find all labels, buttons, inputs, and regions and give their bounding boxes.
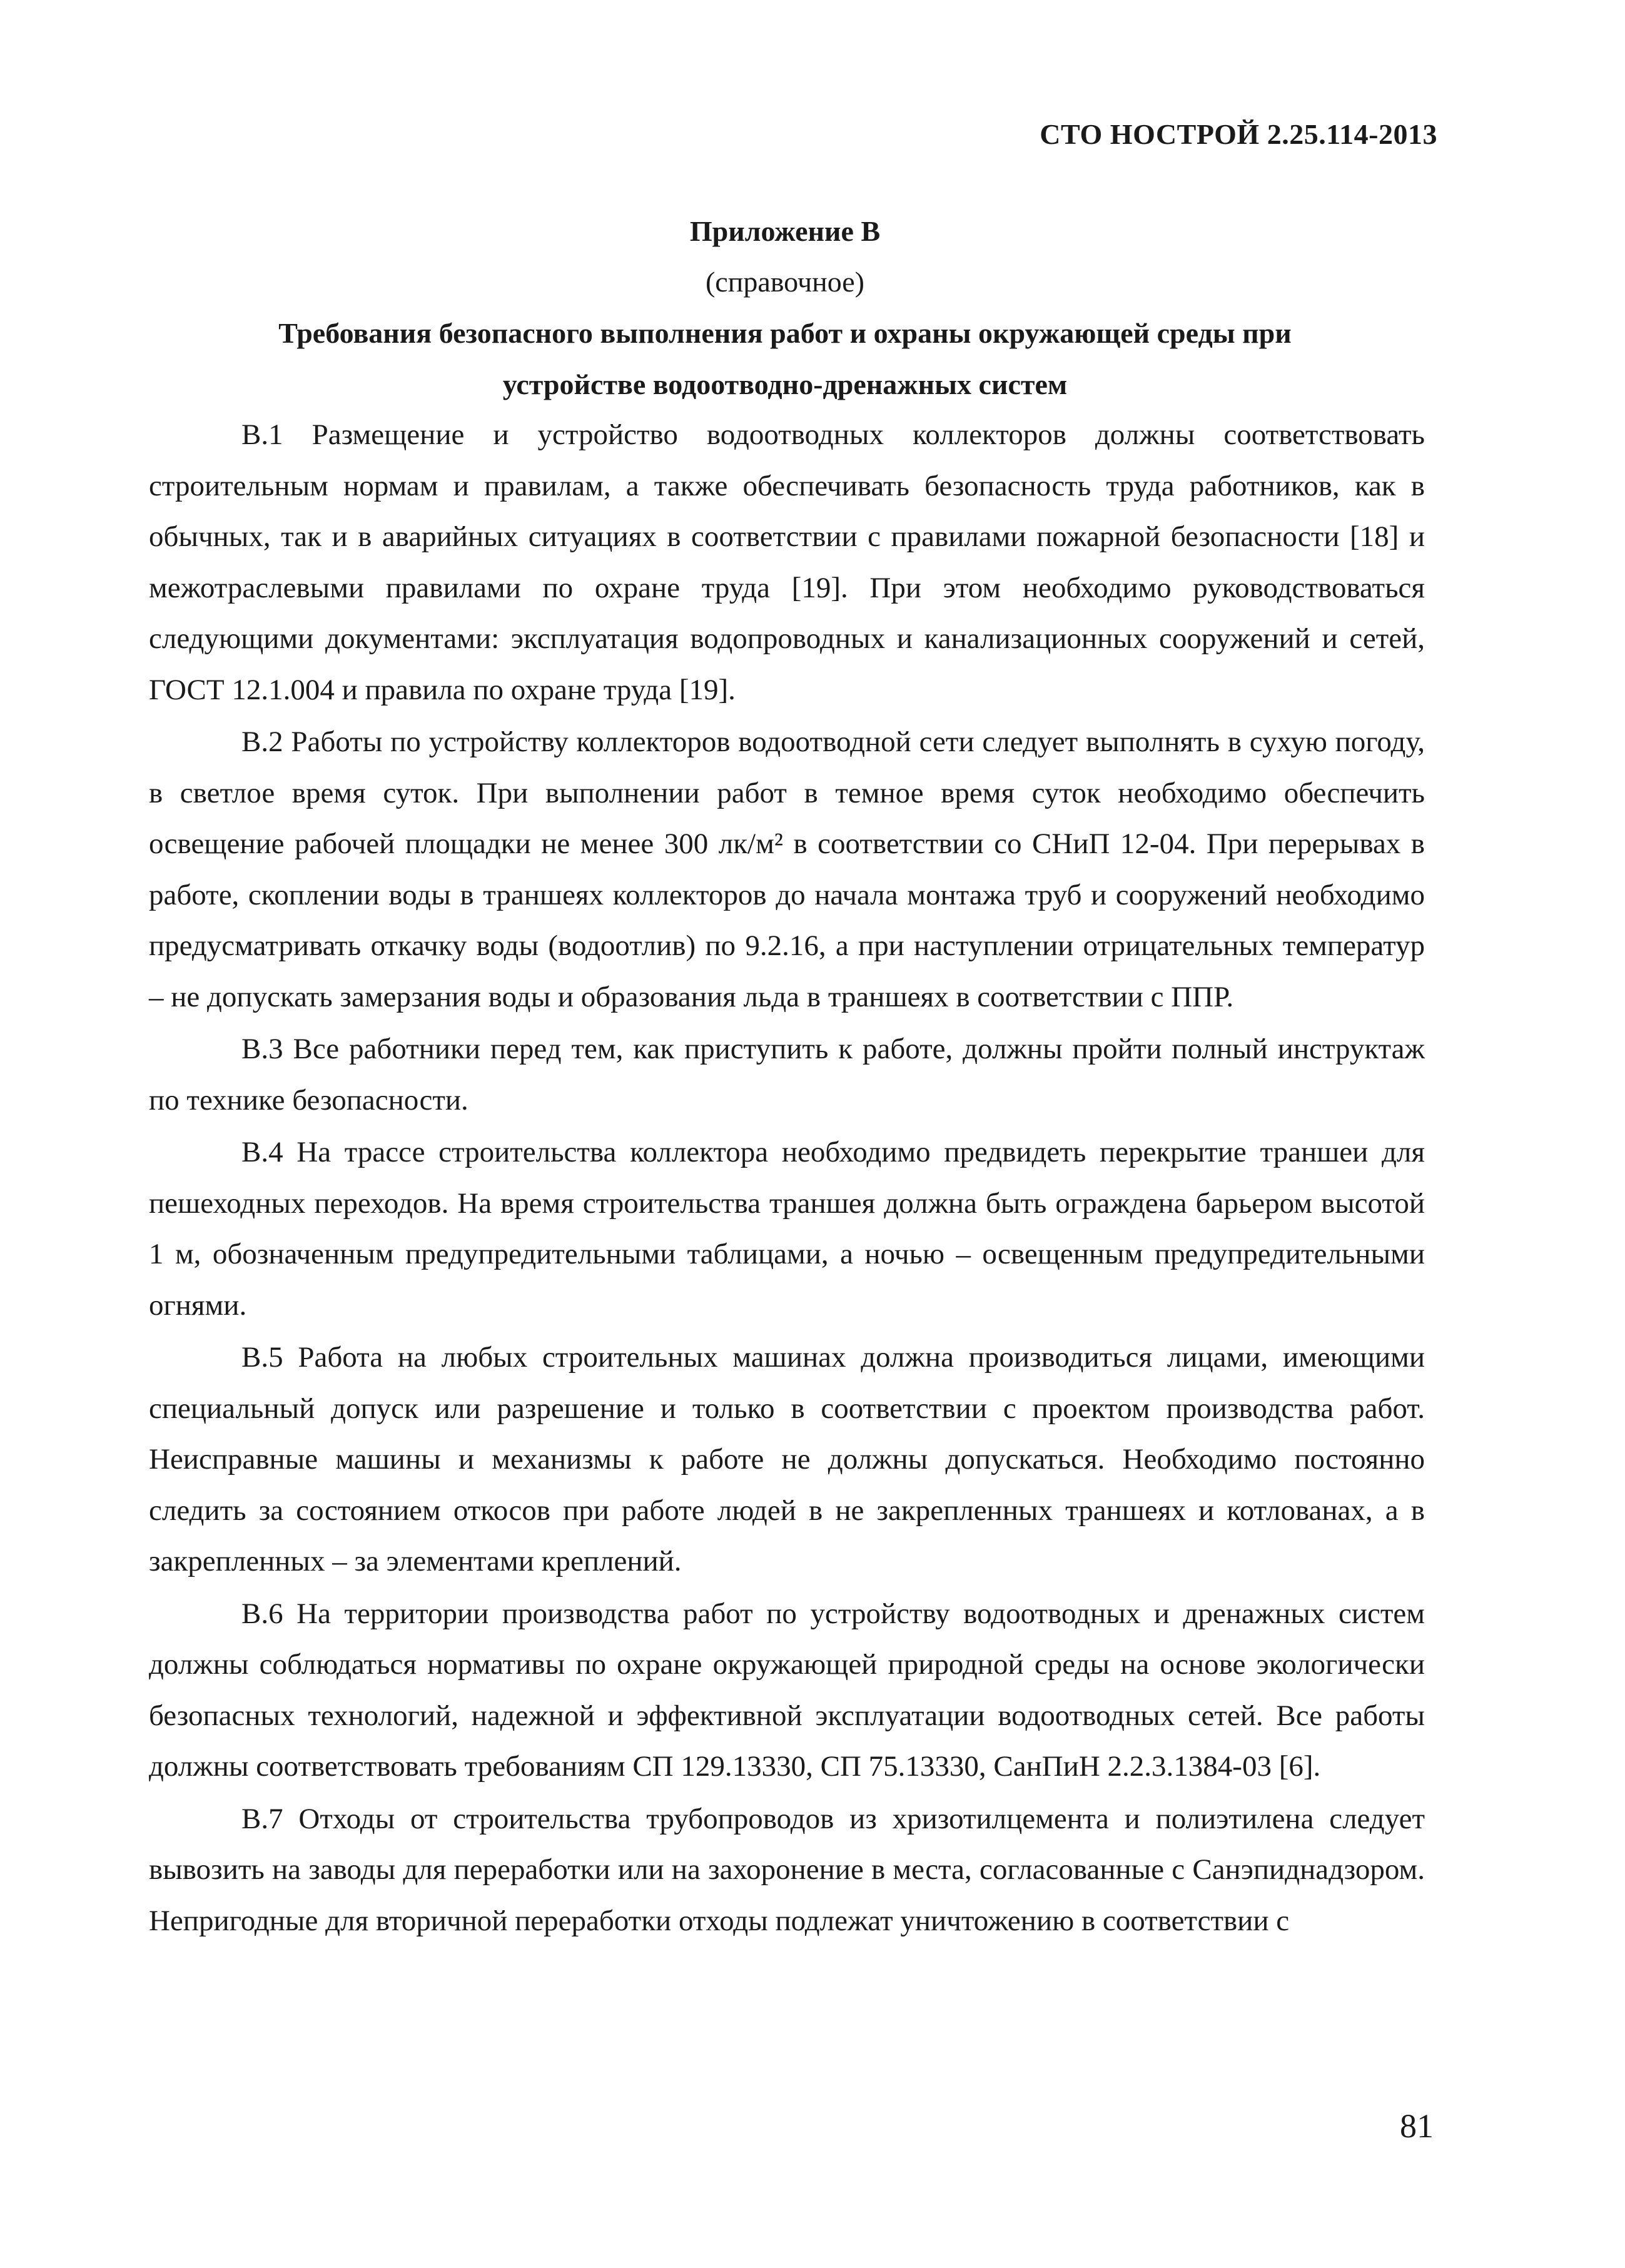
page-number: 81 bbox=[1400, 2107, 1434, 2145]
paragraph-b7: В.7 Отходы от строительства трубопроводов из хризотилцемента и полиэтилена следует вывозить на заводы для переработки или на захоронение в места, согласованные с Санэпиднадзором. Непригодные для вторичной переработки отходы подлежат уничтожению в соответствии с bbox=[149, 1802, 1425, 1937]
appendix-title: Приложение В bbox=[689, 215, 881, 247]
appendix-heading bbox=[144, 206, 1426, 410]
appendix-body bbox=[149, 410, 1425, 1948]
standard-code-header: СТО НОСТРОЙ 2.25.114-2013 bbox=[1040, 118, 1437, 150]
paragraph-b1: В.1 Размещение и устройство водоотводных коллекторов должны соответствовать строительным нормам и правилам, а также обеспечивать безопасность труда работников, как в обычных, так и в аварийных ситуациях в соответствии с правилами пожарной безопасности [18] и межотраслевыми правилами по охране труда [19]. При этом необходимо руководствоваться следующими документами: эксплуатация водопроводных и канализационных сооружений и сетей, ГОСТ 12.1.004 и правила по охране труда [19]. bbox=[149, 418, 1425, 706]
paragraph-b2: В.2 Работы по устройству коллекторов водоотводной сети следует выполнять в сухую погоду, в светлое время суток. При выполнении работ в темное время суток необходимо обеспечить освещение рабочей площадки не менее 300 лк/м² в соответствии со СНиП 12-04. При перерывах в работе, скоплении воды в траншеях коллекторов до начала монтажа труб и сооружений необходимо предусматривать откачку воды (водоотлив) по 9.2.16, а при наступлении отрицательных температур – не допускать замерзания воды и образования льда в траншеях в соответствии с ППР. bbox=[149, 726, 1425, 1013]
appendix-subject-line-2: устройстве водоотводно-дренажных систем bbox=[502, 368, 1068, 400]
paragraph-b4: В.4 На трассе строительства коллектора необходимо предвидеть перекрытие траншеи для пешеходных переходов. На время строительства траншея должна быть ограждена барьером высотой 1 м, обозначенным предупредительными таблицами, а ночью – освещенным предупредительными огнями. bbox=[149, 1136, 1425, 1322]
paragraph-b5: В.5 Работа на любых строительных машинах должна производиться лицами, имеющими специальный допуск или разрешение и только в соответствии с проектом производства работ. Неисправные машины и механизмы к работе не должны допускаться. Необходимо постоянно следить за состоянием откосов при работе людей в не закрепленных траншеях и котлованах, а в закрепленных – за элементами креплений. bbox=[149, 1341, 1425, 1577]
appendix-subject-line-1: Требования безопасного выполнения работ и охраны окружающей среды при bbox=[278, 317, 1292, 349]
appendix-note: (справочное) bbox=[705, 266, 865, 298]
paragraph-b3: В.3 Все работники перед тем, как приступить к работе, должны пройти полный инструктаж по технике безопасности. bbox=[149, 1033, 1425, 1116]
paragraph-b6: В.6 На территории производства работ по устройству водоотводных и дренажных систем должны соблюдаться нормативы по охране окружающей природной среды на основе экологически безопасных технологий, надежной и эффективной эксплуатации водоотводных сетей. Все работы должны соответствовать требованиям СП 129.13330, СП 75.13330, СанПиН 2.2.3.1384-03 [6]. bbox=[149, 1597, 1425, 1783]
